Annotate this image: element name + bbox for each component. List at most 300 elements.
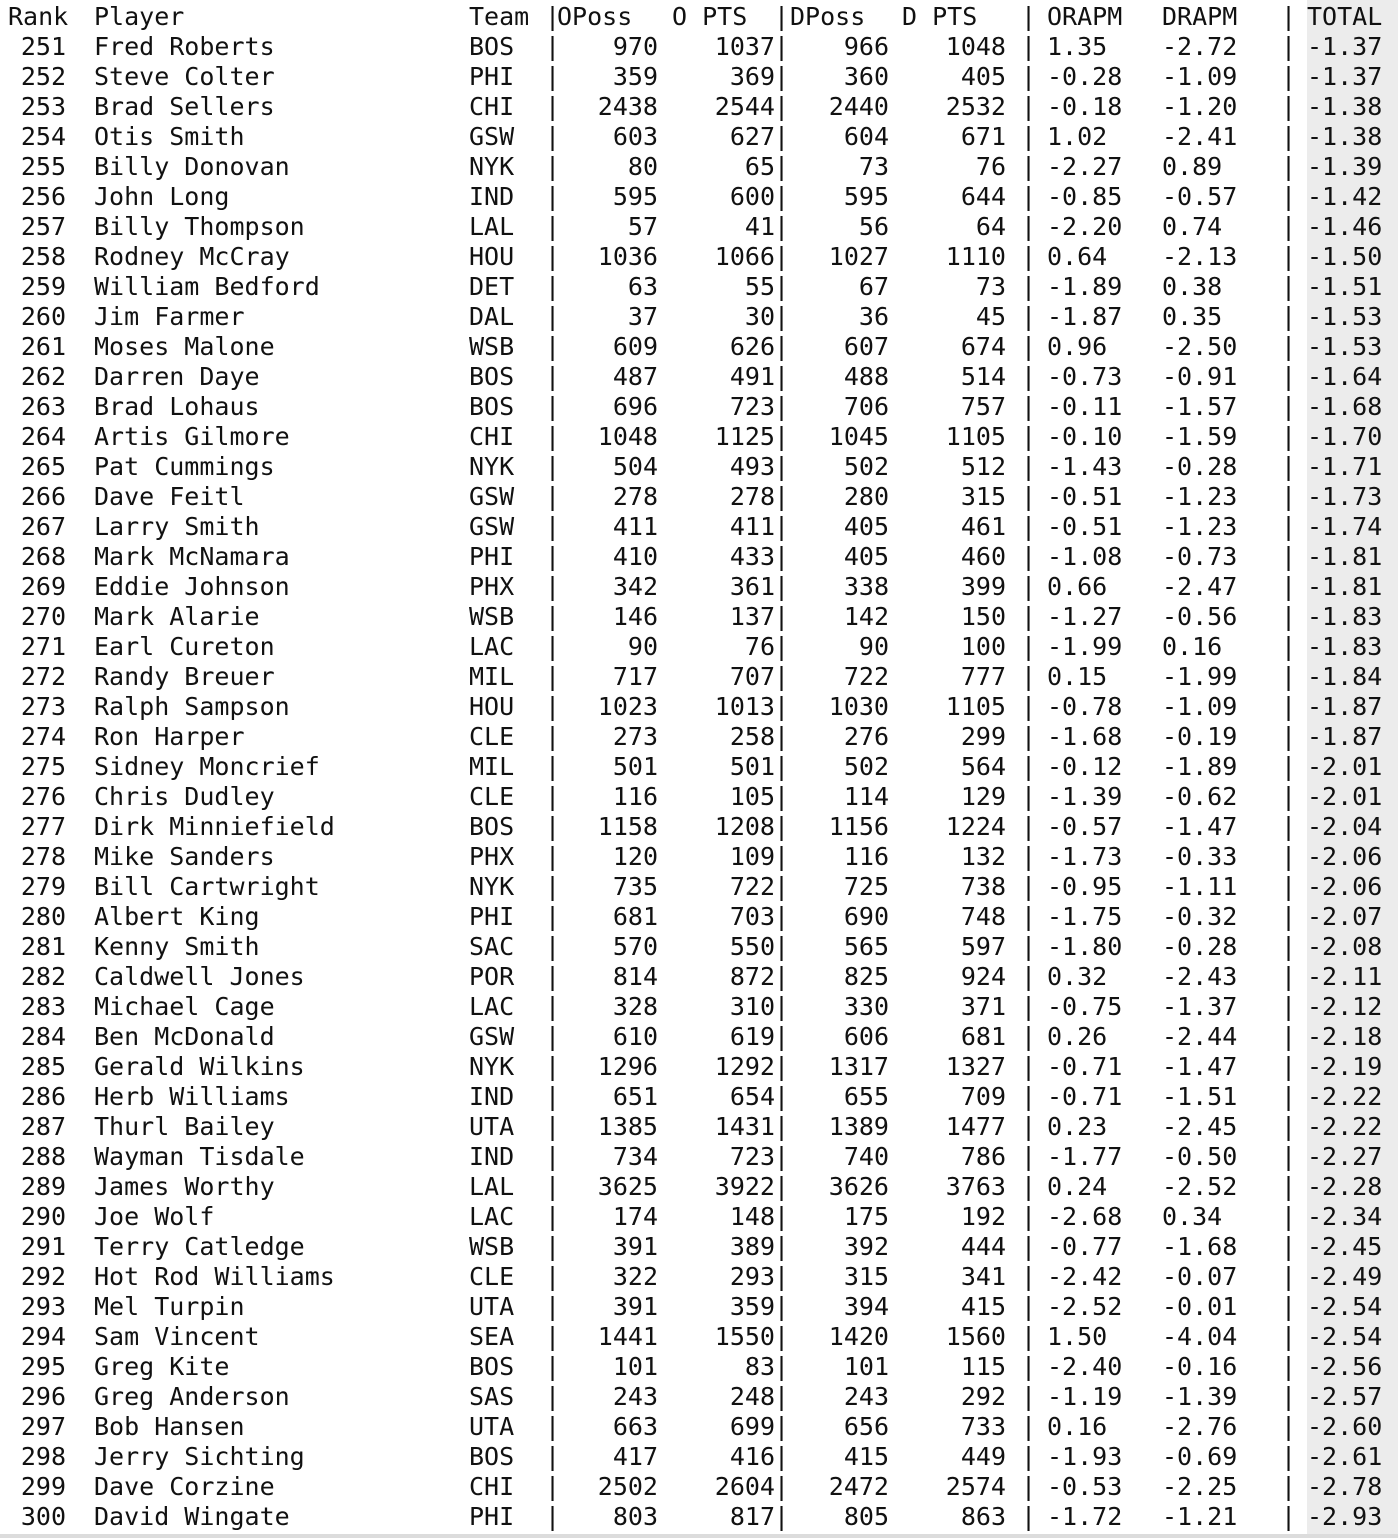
bottom-border	[0, 1534, 1398, 1538]
cell-separator: |	[774, 1382, 790, 1411]
cell-separator: |	[1281, 212, 1297, 241]
cell-rank: 278	[20, 842, 66, 871]
cell-dposs: 607	[843, 332, 889, 361]
cell-separator: |	[1281, 182, 1297, 211]
table-row	[0, 1472, 1398, 1502]
cell-rank: 251	[20, 32, 66, 61]
cell-orapm: -1.72	[1047, 1502, 1123, 1531]
cell-separator: |	[1281, 1172, 1297, 1201]
cell-separator: |	[1021, 902, 1037, 931]
cell-opts: 699	[729, 1412, 775, 1441]
cell-orapm: -0.77	[1047, 1232, 1123, 1261]
cell-separator: |	[1021, 1232, 1037, 1261]
cell-player: Brad Sellers	[94, 92, 275, 121]
cell-total: -1.38	[1307, 122, 1383, 151]
cell-dposs: 966	[843, 32, 889, 61]
cell-separator: |	[545, 542, 561, 571]
cell-separator: |	[1281, 812, 1297, 841]
cell-player: Rodney McCray	[94, 242, 290, 271]
cell-separator: |	[545, 242, 561, 271]
cell-orapm: -1.68	[1047, 722, 1123, 751]
cell-player: Dave Feitl	[94, 482, 245, 511]
cell-dpts: 1477	[945, 1112, 1006, 1141]
cell-rank: 275	[20, 752, 66, 781]
cell-team: SEA	[469, 1322, 515, 1351]
cell-separator: |	[545, 752, 561, 781]
cell-oposs: 391	[612, 1292, 658, 1321]
cell-orapm: -0.75	[1047, 992, 1123, 1021]
cell-team: BOS	[469, 1442, 515, 1471]
cell-drapm: -1.47	[1162, 812, 1238, 841]
cell-team: PHI	[469, 62, 515, 91]
cell-separator: |	[545, 1412, 561, 1441]
cell-oposs: 1296	[597, 1052, 658, 1081]
cell-separator: |	[545, 1082, 561, 1111]
cell-opts: 707	[729, 662, 775, 691]
cell-separator: |	[545, 1292, 561, 1321]
cell-oposs: 342	[612, 572, 658, 601]
cell-separator: |	[1281, 872, 1297, 901]
cell-orapm: 0.15	[1047, 662, 1108, 691]
cell-dpts: 2532	[945, 92, 1006, 121]
cell-opts: 872	[729, 962, 775, 991]
cell-separator: |	[774, 512, 790, 541]
cell-player: Michael Cage	[94, 992, 275, 1021]
cell-separator: |	[545, 422, 561, 451]
cell-total: -2.56	[1307, 1352, 1383, 1381]
cell-orapm: -0.18	[1047, 92, 1123, 121]
cell-team: LAC	[469, 992, 515, 1021]
cell-player: Wayman Tisdale	[94, 1142, 305, 1171]
cell-separator: |	[774, 1202, 790, 1231]
cell-dpts: 76	[975, 152, 1006, 181]
cell-separator: |	[1021, 392, 1037, 421]
cell-separator: |	[774, 302, 790, 331]
cell-player: Ben McDonald	[94, 1022, 275, 1051]
cell-orapm: -0.53	[1047, 1472, 1123, 1501]
cell-player: Randy Breuer	[94, 662, 275, 691]
cell-separator: |	[774, 1112, 790, 1141]
cell-team: PHI	[469, 542, 515, 571]
cell-opts: 416	[729, 1442, 775, 1471]
cell-drapm: -4.04	[1162, 1322, 1238, 1351]
cell-total: -1.83	[1307, 632, 1383, 661]
cell-rank: 290	[20, 1202, 66, 1231]
cell-rank: 268	[20, 542, 66, 571]
cell-dpts: 3763	[945, 1172, 1006, 1201]
cell-team: PHX	[469, 572, 515, 601]
cell-dpts: 1224	[945, 812, 1006, 841]
cell-separator: |	[545, 182, 561, 211]
cell-oposs: 651	[612, 1082, 658, 1111]
cell-drapm: -0.28	[1162, 452, 1238, 481]
cell-total: -2.22	[1307, 1112, 1383, 1141]
cell-drapm: -0.91	[1162, 362, 1238, 391]
table-row	[0, 1142, 1398, 1172]
table-row	[0, 1442, 1398, 1472]
cell-drapm: 0.74	[1162, 212, 1223, 241]
cell-team: NYK	[469, 1052, 515, 1081]
cell-orapm: -1.27	[1047, 602, 1123, 631]
cell-drapm: -0.57	[1162, 182, 1238, 211]
cell-opts: 389	[729, 1232, 775, 1261]
cell-total: -2.54	[1307, 1322, 1383, 1351]
cell-orapm: -1.89	[1047, 272, 1123, 301]
cell-drapm: 0.16	[1162, 632, 1223, 661]
cell-player: Jerry Sichting	[94, 1442, 305, 1471]
cell-drapm: -0.56	[1162, 602, 1238, 631]
cell-dpts: 449	[960, 1442, 1006, 1471]
cell-team: BOS	[469, 812, 515, 841]
cell-player: Greg Anderson	[94, 1382, 290, 1411]
cell-oposs: 410	[612, 542, 658, 571]
cell-rank: 291	[20, 1232, 66, 1261]
cell-rank: 284	[20, 1022, 66, 1051]
cell-team: SAS	[469, 1382, 515, 1411]
cell-team: BOS	[469, 392, 515, 421]
cell-team: PHI	[469, 902, 515, 931]
cell-team: LAL	[469, 212, 515, 241]
cell-dposs: 67	[858, 272, 889, 301]
cell-opts: 30	[744, 302, 775, 331]
cell-dpts: 460	[960, 542, 1006, 571]
cell-rank: 257	[20, 212, 66, 241]
cell-separator: |	[774, 722, 790, 751]
cell-total: -2.18	[1307, 1022, 1383, 1051]
cell-oposs: 717	[612, 662, 658, 691]
cell-separator: |	[774, 992, 790, 1021]
cell-player: Larry Smith	[94, 512, 260, 541]
table-row	[0, 422, 1398, 452]
cell-dpts: 671	[960, 122, 1006, 151]
cell-total: -2.45	[1307, 1232, 1383, 1261]
cell-separator: |	[545, 122, 561, 151]
cell-dpts: 1105	[945, 422, 1006, 451]
cell-separator: |	[1021, 1172, 1037, 1201]
cell-separator: |	[545, 362, 561, 391]
cell-separator: |	[1281, 62, 1297, 91]
cell-separator: |	[1021, 782, 1037, 811]
cell-opts: 1550	[714, 1322, 775, 1351]
cell-separator: |	[545, 92, 561, 121]
cell-dposs: 90	[858, 632, 889, 661]
cell-dpts: 292	[960, 1382, 1006, 1411]
cell-player: Kenny Smith	[94, 932, 260, 961]
cell-team: CLE	[469, 1262, 515, 1291]
table-row	[0, 452, 1398, 482]
cell-oposs: 663	[612, 1412, 658, 1441]
cell-drapm: -0.69	[1162, 1442, 1238, 1471]
cell-separator: |	[774, 842, 790, 871]
header-team: Team	[469, 2, 530, 31]
cell-dposs: 280	[843, 482, 889, 511]
cell-orapm: -0.51	[1047, 482, 1123, 511]
cell-total: -2.60	[1307, 1412, 1383, 1441]
cell-separator: |	[1021, 932, 1037, 961]
table-row	[0, 332, 1398, 362]
table-row	[0, 1502, 1398, 1532]
cell-total: -1.53	[1307, 332, 1383, 361]
cell-separator: |	[1281, 842, 1297, 871]
cell-orapm: -1.77	[1047, 1142, 1123, 1171]
cell-rank: 293	[20, 1292, 66, 1321]
cell-dpts: 405	[960, 62, 1006, 91]
cell-drapm: -0.32	[1162, 902, 1238, 931]
cell-separator: |	[774, 272, 790, 301]
cell-separator: |	[1021, 482, 1037, 511]
cell-separator: |	[1021, 182, 1037, 211]
cell-total: -1.84	[1307, 662, 1383, 691]
header-oposs: OPoss	[557, 2, 633, 31]
cell-total: -2.04	[1307, 812, 1383, 841]
cell-player: Mark McNamara	[94, 542, 290, 571]
cell-dposs: 415	[843, 1442, 889, 1471]
cell-total: -2.12	[1307, 992, 1383, 1021]
cell-separator: |	[1281, 1082, 1297, 1111]
cell-team: WSB	[469, 602, 515, 631]
cell-separator: |	[1281, 1502, 1297, 1531]
cell-team: SAC	[469, 932, 515, 961]
cell-dposs: 2472	[828, 1472, 889, 1501]
cell-separator: |	[1021, 1442, 1037, 1471]
cell-separator: |	[1021, 62, 1037, 91]
cell-separator: |	[1281, 962, 1297, 991]
cell-drapm: -1.11	[1162, 872, 1238, 901]
cell-drapm: -2.47	[1162, 572, 1238, 601]
cell-total: -1.71	[1307, 452, 1383, 481]
cell-opts: 493	[729, 452, 775, 481]
cell-separator: |	[1281, 452, 1297, 481]
cell-drapm: -1.99	[1162, 662, 1238, 691]
header-dposs: DPoss	[790, 2, 866, 31]
cell-team: HOU	[469, 242, 515, 271]
cell-dpts: 115	[960, 1352, 1006, 1381]
cell-separator: |	[1021, 152, 1037, 181]
cell-player: Terry Catledge	[94, 1232, 305, 1261]
cell-total: -2.22	[1307, 1082, 1383, 1111]
cell-oposs: 243	[612, 1382, 658, 1411]
cell-drapm: -0.28	[1162, 932, 1238, 961]
cell-separator: |	[1281, 1022, 1297, 1051]
table-row	[0, 92, 1398, 122]
cell-oposs: 63	[627, 272, 658, 301]
cell-rank: 281	[20, 932, 66, 961]
cell-separator: |	[1281, 1382, 1297, 1411]
cell-separator: |	[1281, 332, 1297, 361]
cell-player: James Worthy	[94, 1172, 275, 1201]
cell-rank: 297	[20, 1412, 66, 1441]
cell-separator: |	[545, 1142, 561, 1171]
cell-separator: |	[774, 1322, 790, 1351]
cell-dposs: 56	[858, 212, 889, 241]
cell-orapm: -0.12	[1047, 752, 1123, 781]
cell-opts: 1292	[714, 1052, 775, 1081]
cell-total: -2.34	[1307, 1202, 1383, 1231]
cell-rank: 263	[20, 392, 66, 421]
cell-dpts: 299	[960, 722, 1006, 751]
cell-separator: |	[545, 812, 561, 841]
cell-dposs: 1389	[828, 1112, 889, 1141]
cell-oposs: 803	[612, 1502, 658, 1531]
cell-orapm: -0.11	[1047, 392, 1123, 421]
cell-oposs: 970	[612, 32, 658, 61]
cell-team: BOS	[469, 32, 515, 61]
cell-oposs: 1036	[597, 242, 658, 271]
cell-separator: |	[545, 992, 561, 1021]
cell-total: -1.38	[1307, 92, 1383, 121]
cell-separator: |	[1021, 122, 1037, 151]
cell-separator: |	[1021, 512, 1037, 541]
cell-dpts: 399	[960, 572, 1006, 601]
cell-total: -2.61	[1307, 1442, 1383, 1471]
cell-total: -2.78	[1307, 1472, 1383, 1501]
cell-team: NYK	[469, 152, 515, 181]
cell-drapm: -2.41	[1162, 122, 1238, 151]
cell-oposs: 487	[612, 362, 658, 391]
table-row	[0, 62, 1398, 92]
cell-opts: 1013	[714, 692, 775, 721]
cell-dpts: 132	[960, 842, 1006, 871]
cell-total: -2.01	[1307, 752, 1383, 781]
cell-team: CHI	[469, 92, 515, 121]
cell-dposs: 502	[843, 752, 889, 781]
cell-dpts: 757	[960, 392, 1006, 421]
table-row	[0, 962, 1398, 992]
cell-separator: |	[774, 392, 790, 421]
cell-separator: |	[545, 572, 561, 601]
cell-orapm: 0.66	[1047, 572, 1108, 601]
cell-oposs: 1158	[597, 812, 658, 841]
table-row	[0, 482, 1398, 512]
cell-separator: |	[774, 932, 790, 961]
cell-dposs: 740	[843, 1142, 889, 1171]
cell-separator: |	[1021, 1022, 1037, 1051]
cell-oposs: 101	[612, 1352, 658, 1381]
cell-dposs: 565	[843, 932, 889, 961]
cell-total: -1.87	[1307, 722, 1383, 751]
cell-separator: |	[774, 122, 790, 151]
cell-drapm: -0.01	[1162, 1292, 1238, 1321]
cell-drapm: -1.68	[1162, 1232, 1238, 1261]
cell-dposs: 175	[843, 1202, 889, 1231]
cell-dposs: 1317	[828, 1052, 889, 1081]
table-row	[0, 992, 1398, 1022]
cell-team: MIL	[469, 752, 515, 781]
cell-opts: 411	[729, 512, 775, 541]
cell-separator: |	[545, 1052, 561, 1081]
cell-player: Hot Rod Williams	[94, 1262, 335, 1291]
cell-orapm: -1.73	[1047, 842, 1123, 871]
cell-opts: 600	[729, 182, 775, 211]
cell-rank: 298	[20, 1442, 66, 1471]
cell-team: HOU	[469, 692, 515, 721]
cell-separator: |	[1281, 902, 1297, 931]
cell-rank: 289	[20, 1172, 66, 1201]
table-row	[0, 1292, 1398, 1322]
cell-rank: 288	[20, 1142, 66, 1171]
cell-drapm: 0.38	[1162, 272, 1223, 301]
cell-oposs: 278	[612, 482, 658, 511]
cell-separator: |	[545, 1472, 561, 1501]
cell-separator: |	[1281, 272, 1297, 301]
cell-drapm: -2.50	[1162, 332, 1238, 361]
cell-separator: |	[1021, 1082, 1037, 1111]
cell-rank: 260	[20, 302, 66, 331]
cell-separator: |	[774, 1142, 790, 1171]
cell-rank: 294	[20, 1322, 66, 1351]
cell-rank: 271	[20, 632, 66, 661]
cell-oposs: 1441	[597, 1322, 658, 1351]
cell-separator: |	[545, 332, 561, 361]
cell-orapm: -0.71	[1047, 1052, 1123, 1081]
cell-player: Albert King	[94, 902, 260, 931]
cell-orapm: -1.99	[1047, 632, 1123, 661]
cell-dposs: 3626	[828, 1172, 889, 1201]
cell-separator: |	[545, 872, 561, 901]
cell-dpts: 2574	[945, 1472, 1006, 1501]
cell-drapm: 0.35	[1162, 302, 1223, 331]
cell-separator: |	[1021, 872, 1037, 901]
cell-separator: |	[1021, 812, 1037, 841]
cell-oposs: 57	[627, 212, 658, 241]
cell-drapm: -2.13	[1162, 242, 1238, 271]
cell-oposs: 610	[612, 1022, 658, 1051]
cell-separator: |	[1021, 452, 1037, 481]
table-row	[0, 1232, 1398, 1262]
table-row	[0, 512, 1398, 542]
cell-dpts: 73	[975, 272, 1006, 301]
cell-separator: |	[774, 872, 790, 901]
cell-total: -1.68	[1307, 392, 1383, 421]
cell-separator: |	[1281, 632, 1297, 661]
cell-oposs: 1048	[597, 422, 658, 451]
cell-drapm: -0.33	[1162, 842, 1238, 871]
cell-separator: |	[545, 962, 561, 991]
cell-dpts: 1048	[945, 32, 1006, 61]
cell-oposs: 501	[612, 752, 658, 781]
cell-drapm: -0.73	[1162, 542, 1238, 571]
cell-separator: |	[545, 512, 561, 541]
cell-rank: 261	[20, 332, 66, 361]
cell-drapm: -0.19	[1162, 722, 1238, 751]
cell-separator: |	[774, 182, 790, 211]
cell-dpts: 786	[960, 1142, 1006, 1171]
cell-separator: |	[545, 32, 561, 61]
table-row	[0, 1052, 1398, 1082]
cell-separator: |	[774, 1412, 790, 1441]
cell-opts: 76	[744, 632, 775, 661]
cell-dpts: 777	[960, 662, 1006, 691]
cell-drapm: -2.44	[1162, 1022, 1238, 1051]
cell-total: -2.54	[1307, 1292, 1383, 1321]
cell-player: Billy Donovan	[94, 152, 290, 181]
table-row	[0, 1352, 1398, 1382]
table-row	[0, 1172, 1398, 1202]
cell-total: -1.74	[1307, 512, 1383, 541]
table-row	[0, 272, 1398, 302]
cell-team: WSB	[469, 1232, 515, 1261]
cell-separator: |	[1281, 572, 1297, 601]
cell-orapm: -2.27	[1047, 152, 1123, 181]
cell-separator: |	[1021, 542, 1037, 571]
cell-separator: |	[545, 842, 561, 871]
cell-separator: |	[1281, 152, 1297, 181]
cell-team: UTA	[469, 1112, 515, 1141]
cell-separator: |	[1021, 1142, 1037, 1171]
cell-total: -1.81	[1307, 572, 1383, 601]
cell-dpts: 1105	[945, 692, 1006, 721]
cell-opts: 65	[744, 152, 775, 181]
